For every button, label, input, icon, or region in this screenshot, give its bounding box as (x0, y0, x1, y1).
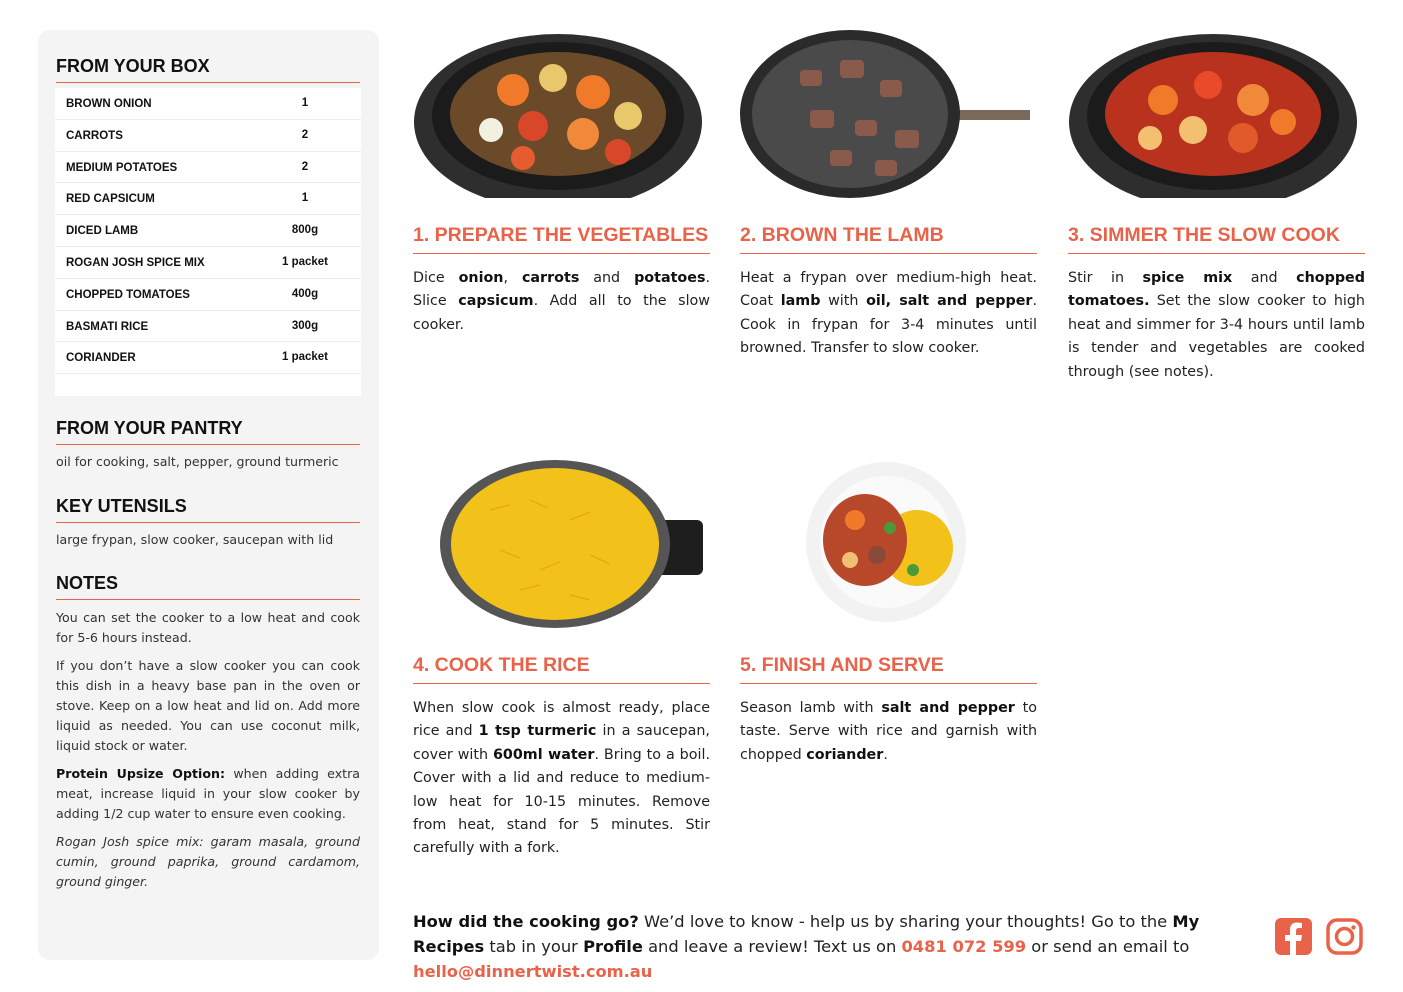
utensils-text: large frypan, slow cooker, saucepan with lid (56, 532, 334, 547)
ingredient-name: CARROTS (66, 129, 123, 142)
ingredient-name: DICED LAMB (66, 225, 139, 238)
step-3-body (1068, 267, 1365, 384)
text-segment: . Bring to a boil. Cover with a lid and reduce to medium-low heat for 10-15 minutes. Remove from heat, stand for 5 minutes. Stir carefully with a fork. (413, 746, 710, 857)
from-your-box-title: FROM YOUR BOX (56, 56, 360, 83)
ingredient-name: CHOPPED TOMATOES (66, 288, 190, 301)
ingredient-row (55, 279, 361, 311)
ingredient-row (55, 152, 361, 184)
box-ingredients-table (55, 88, 361, 396)
plated-dish-image (805, 460, 967, 624)
text-segment: Season lamb with (740, 700, 882, 716)
feedback-footer (413, 909, 1263, 984)
text-segment: We’d love to know - help us by sharing your thoughts! Go to the (638, 912, 1173, 931)
ingredient-name: BASMATI RICE (66, 320, 149, 333)
text-segment: . Slice (413, 270, 711, 310)
step-4-body (413, 697, 710, 861)
pantry-text: oil for cooking, salt, pepper, ground turmeric (56, 454, 339, 469)
contact-link[interactable]: hello@dinnertwist.com.au (413, 962, 653, 981)
ingredient-name: MEDIUM POTATOES (66, 161, 178, 174)
text-segment: . (883, 746, 888, 763)
notes-body (56, 608, 360, 900)
frypan-lamb-image (740, 30, 1030, 198)
ingredient-row (55, 247, 361, 279)
contact-link[interactable]: 0481 072 599 (901, 937, 1027, 956)
ingredient-name: CORIANDER (66, 352, 136, 365)
bold-text: spice mix (1142, 270, 1233, 286)
protein-upsize-label: Protein Upsize Option: (56, 766, 225, 781)
ingredient-row (55, 88, 361, 120)
note-text: If you don’t have a slow cooker you can cook this dish in a heavy base pan in the oven or stove. Keep on a low heat and lid on. Add more liquid as needed. You can use coconut milk, liquid stock or water. (56, 658, 360, 753)
bold-text: onion (458, 270, 504, 286)
bold-text: 600ml water (492, 746, 595, 763)
ingredient-row (55, 215, 361, 247)
bold-text: potatoes (634, 270, 706, 286)
ingredient-qty: 800g (291, 224, 319, 237)
text-segment: and leave a review! Text us on (642, 937, 902, 956)
step-2-title: 2. BROWN THE LAMB (740, 224, 1037, 254)
bold-text: 1 tsp turmeric (478, 723, 597, 740)
text-segment: Set the slow cooker to high heat and simmer for 3-4 hours until lamb is tender and vegetables are cooked through (see notes). (1068, 293, 1365, 380)
bold-text: coriander (806, 746, 884, 763)
saucepan-rice-image (440, 460, 703, 628)
bold-text: salt and pepper (881, 700, 1015, 716)
text-segment: or send an email to (1026, 937, 1190, 956)
ingredient-qty: 1 (301, 192, 309, 205)
spice-mix-note: Rogan Josh spice mix: garam masala, ground cumin, ground paprika, ground cardamom, ground ginger. (56, 834, 360, 889)
bold-text: lamb (780, 293, 821, 310)
text-segment: Stir in (1068, 270, 1143, 286)
bold-text: oil, salt and pepper (866, 293, 1033, 310)
note-text-span: when adding extra meat, increase liquid in your slow cooker by adding 1/2 cup water to ensure even cooking. (56, 766, 360, 821)
bold-text: chopped tomatoes. (1068, 270, 1365, 310)
ingredient-qty: 1 (301, 97, 309, 109)
step-5-title: 5. FINISH AND SERVE (740, 654, 1037, 684)
step-2-body (740, 267, 1037, 361)
text-segment: to taste. Serve with rice and garnish with chopped (740, 700, 1037, 763)
from-your-pantry-title: FROM YOUR PANTRY (56, 418, 360, 445)
facebook-icon[interactable] (1275, 918, 1312, 955)
step-1-body (413, 267, 710, 337)
text-segment: Heat a frypan over medium-high heat. Coat (740, 270, 1037, 310)
ingredients-sidebar (38, 30, 379, 960)
text-segment: with (820, 293, 867, 310)
ingredient-qty: 2 (301, 128, 309, 141)
text-segment: . Cook in frypan for 3-4 minutes until browned. Transfer to slow cooker. (740, 293, 1037, 357)
ingredient-name: BROWN ONION (66, 98, 152, 110)
slow-cooker-simmer-image (1068, 30, 1358, 198)
bold-text: carrots (521, 270, 580, 286)
text-segment: and (579, 270, 635, 286)
ingredient-qty: 400g (291, 287, 319, 300)
ingredient-row (55, 342, 361, 374)
text-segment: , (503, 270, 522, 286)
ingredient-qty: 1 packet (281, 351, 329, 364)
text-segment: . Add all to the slow cooker. (413, 293, 710, 333)
step-5-body (740, 697, 1037, 767)
note-text (56, 764, 360, 824)
ingredient-qty: 1 packet (281, 255, 329, 268)
step-3-title: 3. SIMMER THE SLOW COOK (1068, 224, 1365, 254)
ingredient-name: RED CAPSICUM (66, 193, 155, 206)
ingredient-row (55, 311, 361, 343)
note-text: You can set the cooker to a low heat and cook for 5-6 hours instead. (56, 610, 360, 645)
text-segment: When slow cook is almost ready, place rice and (413, 700, 710, 740)
text-segment: and (1232, 270, 1297, 286)
text-segment: Dice (413, 270, 459, 286)
bold-text: capsicum (458, 293, 534, 310)
ingredient-qty: 300g (291, 319, 319, 332)
slow-cooker-vegetables-image (413, 30, 703, 198)
text-segment: tab in your (484, 937, 584, 956)
ingredient-row (55, 183, 361, 215)
step-4-title: 4. COOK THE RICE (413, 654, 710, 684)
bold-text: How did the cooking go? (413, 912, 639, 931)
bold-text: My Recipes (413, 912, 1200, 956)
ingredient-row (55, 120, 361, 152)
instagram-icon[interactable] (1326, 918, 1363, 955)
notes-title: NOTES (56, 573, 360, 600)
ingredient-name: ROGAN JOSH SPICE MIX (66, 256, 205, 269)
bold-text: Profile (583, 937, 643, 956)
ingredient-qty: 2 (301, 160, 309, 173)
step-1-title: 1. PREPARE THE VEGETABLES (413, 224, 710, 254)
key-utensils-title: KEY UTENSILS (56, 496, 360, 523)
text-segment: in a saucepan, cover with (413, 723, 710, 763)
